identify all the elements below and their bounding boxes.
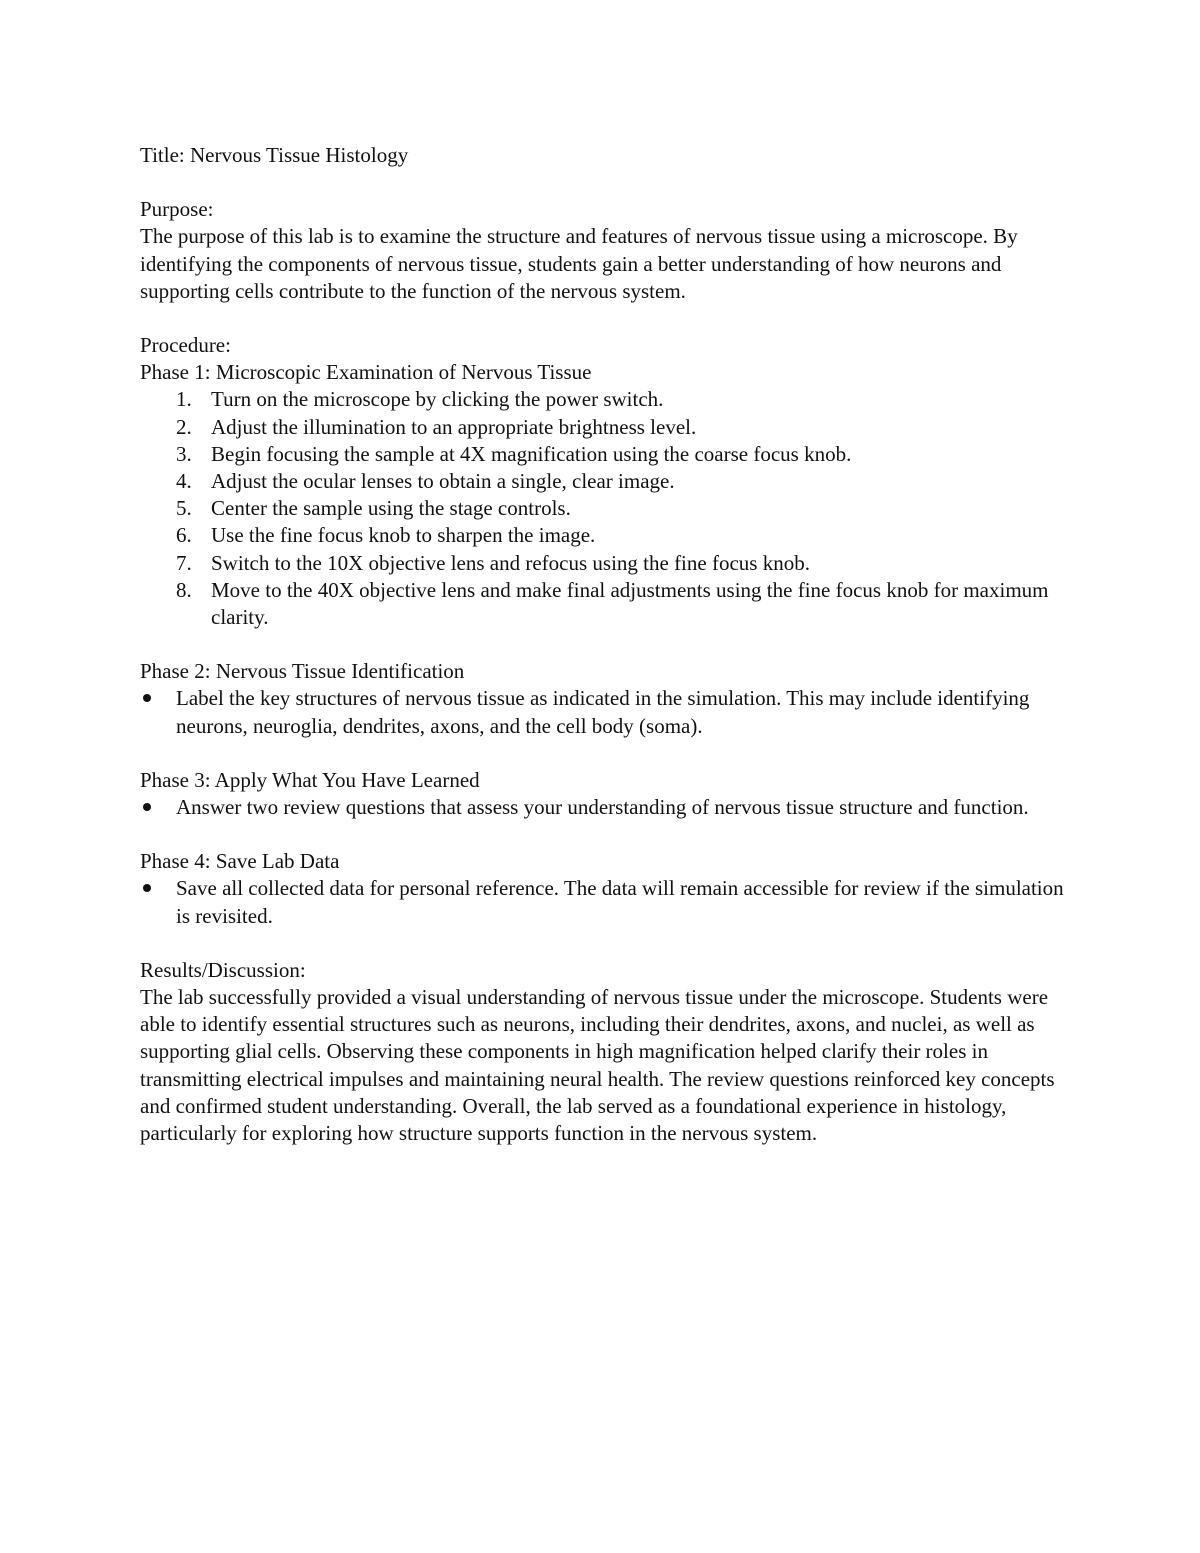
list-item — [140, 522, 1070, 549]
phase2-list — [140, 685, 1070, 739]
bullet-icon — [143, 803, 151, 811]
step-text: Begin focusing the sample at 4X magnification using the coarse focus knob. — [211, 441, 852, 466]
phase3-list — [140, 794, 1070, 821]
phase1-steps-list — [140, 386, 1070, 631]
phase1-heading: Phase 1: Microscopic Examination of Nervous Tissue — [140, 360, 592, 385]
purpose-heading: Purpose: — [140, 197, 214, 222]
results-heading: Results/Discussion: — [140, 957, 306, 982]
spacer — [140, 930, 1070, 957]
list-item — [140, 794, 1070, 821]
step-text: Move to the 40X objective lens and make final adjustments using the fine focus knob for maximum clarity. — [211, 577, 1049, 630]
document-page — [140, 142, 1070, 1147]
step-text: Turn on the microscope by clicking the power switch. — [211, 387, 664, 412]
step-number: 3. — [176, 441, 192, 466]
step-text: Adjust the illumination to an appropriate brightness level. — [211, 414, 697, 439]
step-number: 4. — [176, 469, 192, 494]
list-item — [140, 495, 1070, 522]
list-item — [140, 550, 1070, 577]
bullet-text: Label the key structures of nervous tissue as indicated in the simulation. This may include identifying neurons, neuroglia, dendrites, axons, and the cell body (soma). — [176, 686, 1030, 738]
phase3-heading: Phase 3: Apply What You Have Learned — [140, 767, 480, 792]
bullet-text: Save all collected data for personal reference. The data will remain accessible for review if the simulation is revisited. — [176, 876, 1064, 928]
step-number: 7. — [176, 550, 192, 575]
step-number: 2. — [176, 414, 192, 439]
results-body: The lab successfully provided a visual understanding of nervous tissue under the microscope. Students were able to identify essential structures such as neurons, including their dendrites, axons, and nuclei, as well as supporting glial cells. Observing these components in high magnification helped clarify their roles in transmitting electrical impulses and maintaining neural health. The review questions reinforced key concepts and confirmed student understanding. Overall, the lab served as a foundational experience in histology, particularly for exploring how structure supports function in the nervous system. — [140, 985, 1055, 1146]
list-item — [140, 875, 1070, 929]
list-item — [140, 577, 1070, 631]
list-item — [140, 414, 1070, 441]
purpose-body: The purpose of this lab is to examine the structure and features of nervous tissue using a microscope. By identifying the components of nervous tissue, students gain a better understanding of how neurons and supporting cells contribute to the function of the nervous system. — [140, 224, 1018, 303]
spacer — [140, 169, 1070, 196]
phase4-list — [140, 875, 1070, 929]
bullet-icon — [143, 694, 151, 702]
list-item — [140, 441, 1070, 468]
step-text: Switch to the 10X objective lens and refocus using the fine focus knob. — [211, 550, 810, 575]
spacer — [140, 821, 1070, 848]
list-item — [140, 685, 1070, 739]
list-item — [140, 386, 1070, 413]
spacer — [140, 631, 1070, 658]
step-text: Center the sample using the stage controls. — [211, 496, 571, 521]
spacer — [140, 740, 1070, 767]
phase2-heading: Phase 2: Nervous Tissue Identification — [140, 659, 465, 684]
step-text: Use the fine focus knob to sharpen the image. — [211, 523, 596, 548]
step-number: 6. — [176, 523, 192, 548]
bullet-text: Answer two review questions that assess your understanding of nervous tissue structure and function. — [176, 795, 1029, 820]
phase4-heading: Phase 4: Save Lab Data — [140, 849, 340, 874]
step-text: Adjust the ocular lenses to obtain a single, clear image. — [211, 469, 675, 494]
spacer — [140, 305, 1070, 332]
step-number: 5. — [176, 496, 192, 521]
list-item — [140, 468, 1070, 495]
step-number: 1. — [176, 387, 192, 412]
bullet-icon — [143, 884, 151, 892]
document-title: Title: Nervous Tissue Histology — [140, 143, 409, 167]
procedure-heading: Procedure: — [140, 333, 231, 358]
step-number: 8. — [176, 577, 192, 602]
